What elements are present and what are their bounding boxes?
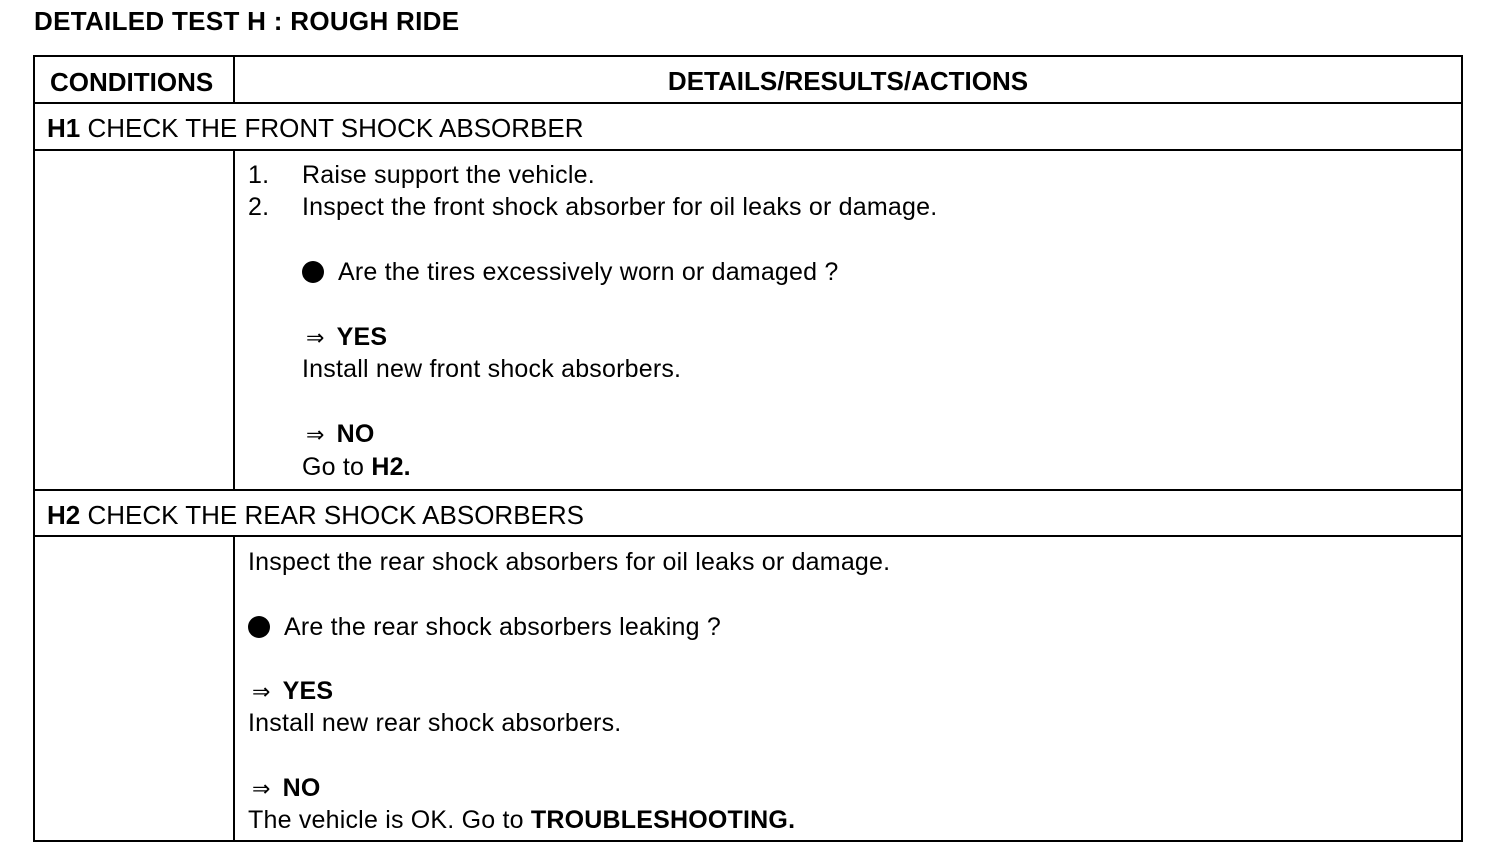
h1-step-1 <box>248 161 595 190</box>
column-divider-h1 <box>233 150 235 489</box>
section-h2-code: H2 <box>47 500 81 530</box>
h1-step-2-text: Inspect the front shock absorber for oil leaks or damage. <box>302 193 938 221</box>
h1-step-1-num: 1. <box>248 161 270 189</box>
h1-no <box>306 420 375 449</box>
h1-step-2 <box>248 193 937 222</box>
h2-no-action-prefix: The vehicle is OK. Go to <box>248 806 524 834</box>
h2-no <box>252 774 321 803</box>
h2-question-text: Are the rear shock absorbers leaking ? <box>284 613 721 641</box>
h1-no-action-target: H2. <box>371 453 411 481</box>
page-title: DETAILED TEST H : ROUGH RIDE <box>34 6 460 36</box>
h1-step-2-num: 2. <box>248 193 270 221</box>
h2-no-action-target: TROUBLESHOOTING. <box>530 806 796 834</box>
diagnostic-table <box>33 55 1463 842</box>
header-conditions: CONDITIONS <box>50 67 214 97</box>
arrow-right-icon: ⇒ <box>306 325 325 350</box>
h2-intro: Inspect the rear shock absorbers for oil leaks or damage. <box>248 548 891 576</box>
h1-yes-label: YES <box>336 323 388 351</box>
section-h2-title <box>47 500 584 531</box>
h1-question <box>302 258 839 287</box>
h1-no-action <box>302 453 411 482</box>
rule-h2-title <box>35 535 1461 537</box>
h2-yes-action: Install new rear shock absorbers. <box>248 709 622 737</box>
section-h1-label: CHECK THE FRONT SHOCK ABSORBER <box>87 113 584 143</box>
arrow-right-icon: ⇒ <box>252 679 271 704</box>
h2-question <box>248 613 721 642</box>
arrow-right-icon: ⇒ <box>252 776 271 801</box>
h2-yes-label: YES <box>282 677 334 705</box>
arrow-right-icon: ⇒ <box>306 422 325 447</box>
bullet-icon <box>302 261 324 283</box>
section-h1-title <box>47 113 584 144</box>
column-divider-h2 <box>233 536 235 842</box>
rule-h1-end <box>35 489 1461 491</box>
h1-step-1-text: Raise support the vehicle. <box>302 161 595 189</box>
header-details: DETAILS/RESULTS/ACTIONS <box>667 66 1029 96</box>
section-h1-code: H1 <box>47 113 81 143</box>
bullet-icon <box>248 616 270 638</box>
h1-no-action-prefix: Go to <box>302 453 365 481</box>
h1-question-text: Are the tires excessively worn or damaged ? <box>338 258 839 286</box>
section-h2-label: CHECK THE REAR SHOCK ABSORBERS <box>87 500 585 530</box>
rule-h1-title <box>35 149 1461 151</box>
rule-header <box>35 102 1461 104</box>
h1-yes-action: Install new front shock absorbers. <box>302 355 682 383</box>
h1-no-label: NO <box>336 420 375 448</box>
h1-yes <box>306 323 387 352</box>
h2-no-label: NO <box>282 774 321 802</box>
h2-yes <box>252 677 333 706</box>
h2-no-action <box>248 806 795 835</box>
